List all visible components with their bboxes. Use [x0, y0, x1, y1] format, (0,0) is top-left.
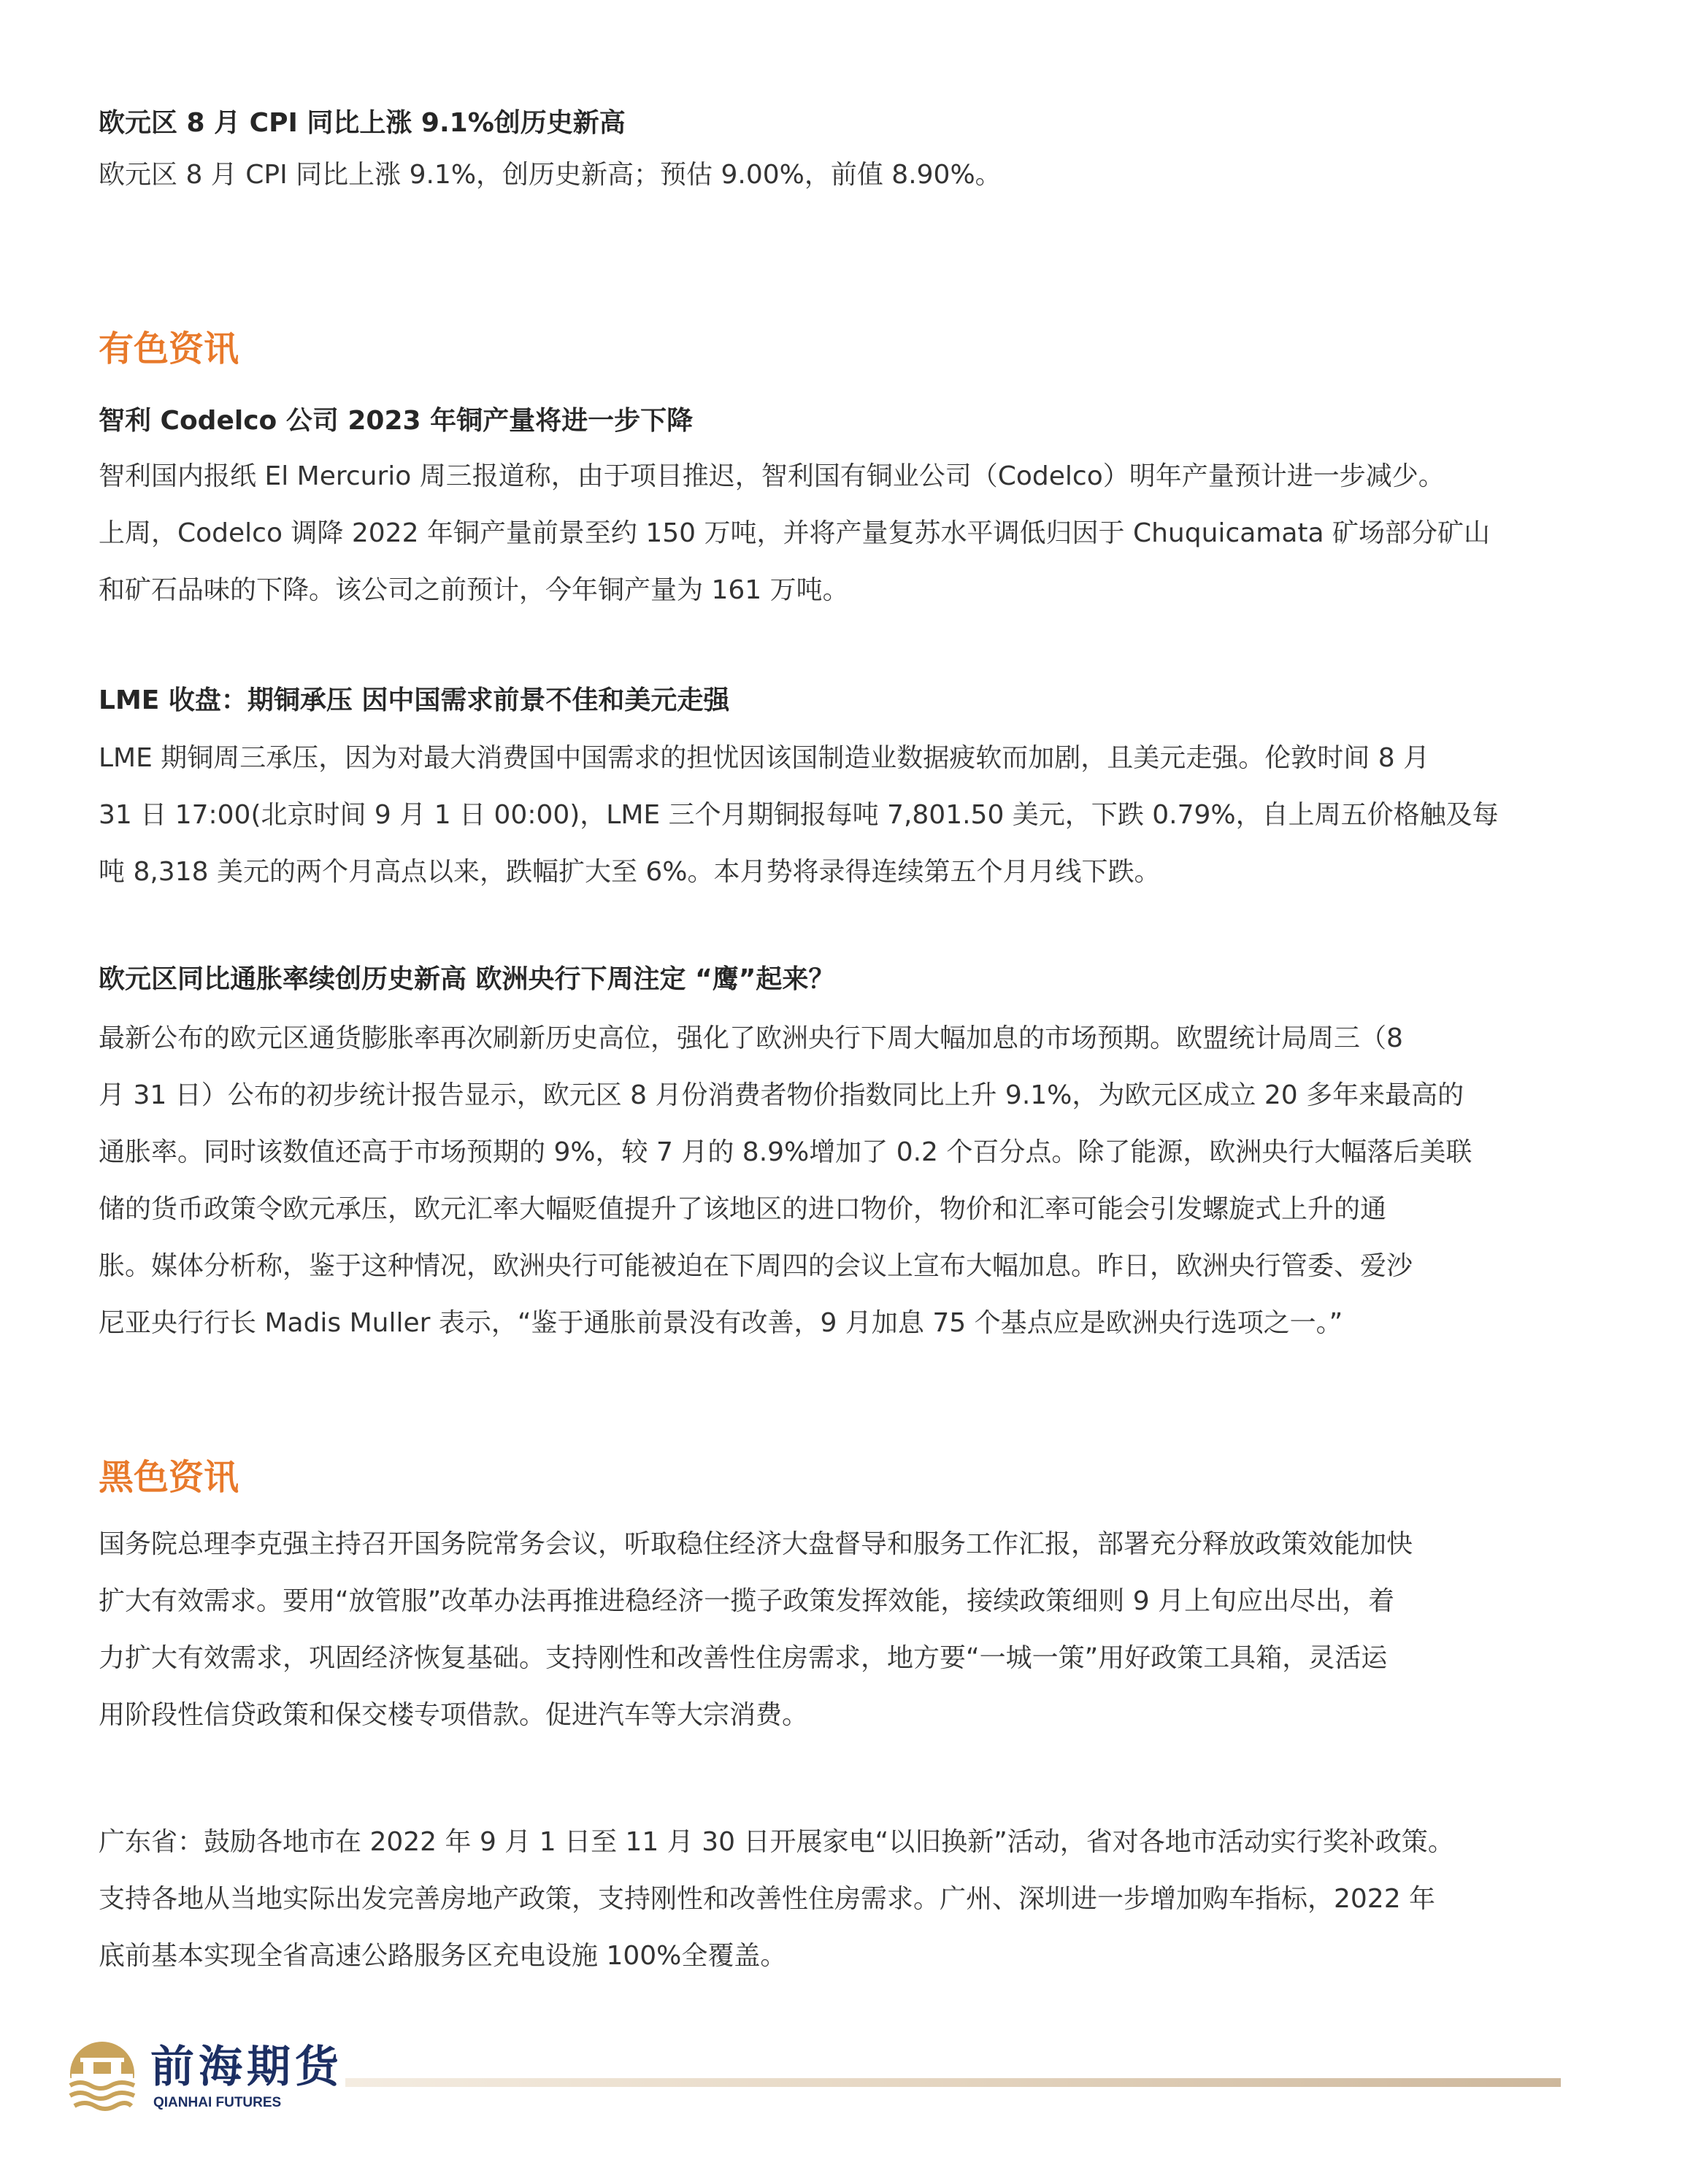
section-title-ferrous: 黑色资讯 [99, 1457, 239, 1498]
body-line: 扩大有效需求。要用“放管服”改革办法再推进稳经济一揽子政策发挥效能，接续政策细则 9 月上旬应出尽出，着 [99, 1586, 1395, 1616]
body-line: 力扩大有效需求，巩固经济恢复基础。支持刚性和改善性住房需求，地方要“一城一策”用好政策工具箱，灵活运 [99, 1643, 1388, 1673]
body-line: 和矿石品味的下降。该公司之前预计，今年铜产量为 161 万吨。 [99, 575, 849, 605]
body-line: 月 31 日）公布的初步统计报告显示，欧元区 8 月份消费者物价指数同比上升 9.1%，为欧元区成立 20 多年来最高的 [99, 1080, 1464, 1110]
body-line: 通胀率。同时该数值还高于市场预期的 9%，较 7 月的 8.9%增加了 0.2 个百分点。除了能源，欧洲央行大幅落后美联 [99, 1137, 1472, 1167]
article-cpi-body [99, 158, 1559, 193]
body-line: 31 日 17:00(北京时间 9 月 1 日 00:00)，LME 三个月期铜报每吨 7,801.50 美元，下跌 0.79%，自上周五价格触及每 [99, 800, 1499, 830]
article-headline: 智利 Codelco 公司 2023 年铜产量将进一步下降 [99, 406, 694, 436]
body-line: 底前基本实现全省高速公路服务区充电设施 100%全覆盖。 [99, 1941, 787, 1971]
article-codelco-body [99, 448, 1559, 619]
article-headline: 欧元区 8 月 CPI 同比上涨 9.1%创历史新高 [99, 108, 626, 138]
body-line: 广东省：鼓励各地市在 2022 年 9 月 1 日至 11 月 30 日开展家电“以旧换新”活动，省对各地市活动实行奖补政策。 [99, 1827, 1454, 1857]
article-eurozone-body [99, 1010, 1559, 1352]
ferrous-paragraph-guangdong [99, 1814, 1559, 1985]
page-footer [64, 2040, 1583, 2120]
article-cpi [99, 106, 1559, 141]
article-eurozone-inflation [99, 962, 1559, 997]
body-line: 用阶段性信贷政策和保交楼专项借款。促进汽车等大宗消费。 [99, 1700, 809, 1730]
article-headline: 欧元区同比通胀率续创历史新高 欧洲央行下周注定 “鹰”起来？ [99, 964, 835, 994]
body-line: 支持各地从当地实际出发完善房地产政策，支持刚性和改善性住房需求。广州、深圳进一步增加购车指标，2022 年 [99, 1884, 1436, 1914]
article-lme-body [99, 730, 1559, 901]
body-line: 储的货币政策令欧元承压，欧元汇率大幅贬值提升了该地区的进口物价，物价和汇率可能会引发螺旋式上升的通 [99, 1194, 1387, 1224]
logo-wordmark-en: QIANHAI FUTURES [153, 2095, 282, 2110]
article-codelco [99, 404, 1559, 439]
body-line: 智利国内报纸 El Mercurio 周三报道称，由于项目推迟，智利国有铜业公司（Codelco）明年产量预计进一步减少。 [99, 461, 1445, 491]
qianhai-logo-icon [64, 2040, 140, 2116]
section-title-nonferrous: 有色资讯 [99, 328, 239, 369]
section-nonferrous-title-wrap [99, 327, 1559, 371]
ferrous-paragraph-state-council [99, 1516, 1559, 1744]
body-line: LME 期铜周三承压，因为对最大消费国中国需求的担忧因该国制造业数据疲软而加剧，且美元走强。伦敦时间 8 月 [99, 743, 1430, 773]
article-body: 欧元区 8 月 CPI 同比上涨 9.1%，创历史新高；预估 9.00%，前值 8.90%。 [99, 160, 1002, 190]
body-line: 胀。媒体分析称，鉴于这种情况，欧洲央行可能被迫在下周四的会议上宣布大幅加息。昨日，欧洲央行管委、爱沙 [99, 1251, 1413, 1281]
body-line: 上周，Codelco 调降 2022 年铜产量前景至约 150 万吨，并将产量复苏水平调低归因于 Chuquicamata 矿场部分矿山 [99, 518, 1491, 548]
logo-wordmark-cn: 前海期货 [150, 2042, 343, 2093]
article-headline: LME 收盘：期铜承压 因中国需求前景不佳和美元走强 [99, 685, 730, 715]
body-line: 国务院总理李克强主持召开国务院常务会议，听取稳住经济大盘督导和服务工作汇报，部署充分释放政策效能加快 [99, 1529, 1413, 1559]
body-line: 最新公布的欧元区通货膨胀率再次刷新历史高位，强化了欧洲央行下周大幅加息的市场预期。欧盟统计局周三（8 [99, 1023, 1403, 1053]
body-line: 尼亚央行行长 Madis Muller 表示，“鉴于通胀前景没有改善，9 月加息 75 个基点应是欧洲央行选项之一。” [99, 1308, 1343, 1338]
article-lme [99, 683, 1559, 718]
body-line: 吨 8,318 美元的两个月高点以来，跌幅扩大至 6%。本月势将录得连续第五个月月线下跌。 [99, 857, 1161, 887]
section-ferrous-title-wrap [99, 1456, 1559, 1499]
footer-divider [345, 2078, 1561, 2087]
